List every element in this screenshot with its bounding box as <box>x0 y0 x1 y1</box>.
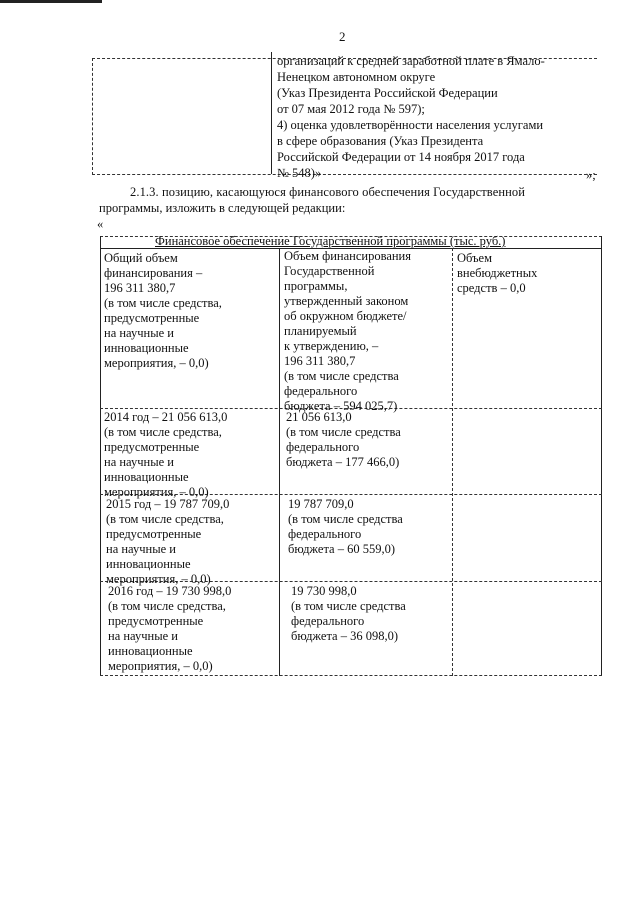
row-3-budget: 19 730 998,0 (в том числе средства федерального бюджета – 36 098,0) <box>291 584 406 643</box>
top-line-7: Российской Федерации от 14 ноября 2017 года <box>277 150 525 164</box>
top-edge-bar <box>0 0 102 3</box>
page-number: 2 <box>339 29 346 44</box>
row-0-budget: Объем финансирования Государственной программы, утвержденный законом об окружном бюджете/ планируемый к утверждению, – 196 311 380,7 (в том числе средства федерального бюджета – 594 025,7) <box>284 249 411 413</box>
row-2-total: 2015 год – 19 787 709,0 (в том числе средства, предусмотренные на научные и инновационные мероприятия, – 0,0) <box>106 497 230 586</box>
top-line-4: от 07 мая 2012 года № 597); <box>277 102 425 116</box>
top-line-5: 4) оценка удовлетворённости населения услугами <box>277 118 544 132</box>
paragraph-line-1: 2.1.3. позицию, касающуюся финансового обеспечения Государственной <box>130 185 526 199</box>
row-1-budget: 21 056 613,0 (в том числе средства федерального бюджета – 177 466,0) <box>286 410 401 469</box>
row-2-budget: 19 787 709,0 (в том числе средства федерального бюджета – 60 559,0) <box>288 497 403 556</box>
top-line-6: в сфере образования (Указ Президента <box>277 134 484 148</box>
row-0-total: Общий объем финансирования – 196 311 380,7 (в том числе средства, предусмотренные на научные и инновационные мероприятия, – 0,0) <box>104 251 222 370</box>
paragraph-line-2: программы, изложить в следующей редакции: <box>99 201 346 215</box>
table-header: Финансовое обеспечение Государственной программы (тыс. руб.) <box>155 234 506 248</box>
row-3-total: 2016 год – 19 730 998,0 (в том числе средства, предусмотренные на научные и инновационные мероприятия, – 0,0) <box>108 584 232 673</box>
top-line-3: (Указ Президента Российской Федерации <box>277 86 498 100</box>
row-0-extrabudget: Объем внебюджетных средств – 0,0 <box>457 251 538 295</box>
top-line-8: № 548)» <box>277 166 322 180</box>
closing-quote-mark: »; <box>586 168 596 182</box>
top-line-2: Ненецком автономном округе <box>277 70 436 84</box>
top-line-1: организаций к средней заработной плате в Ямало- <box>277 54 545 68</box>
open-quote-mark: « <box>97 217 104 231</box>
row-1-total: 2014 год – 21 056 613,0 (в том числе средства, предусмотренные на научные и инновационные мероприятия, – 0,0) <box>104 410 228 499</box>
